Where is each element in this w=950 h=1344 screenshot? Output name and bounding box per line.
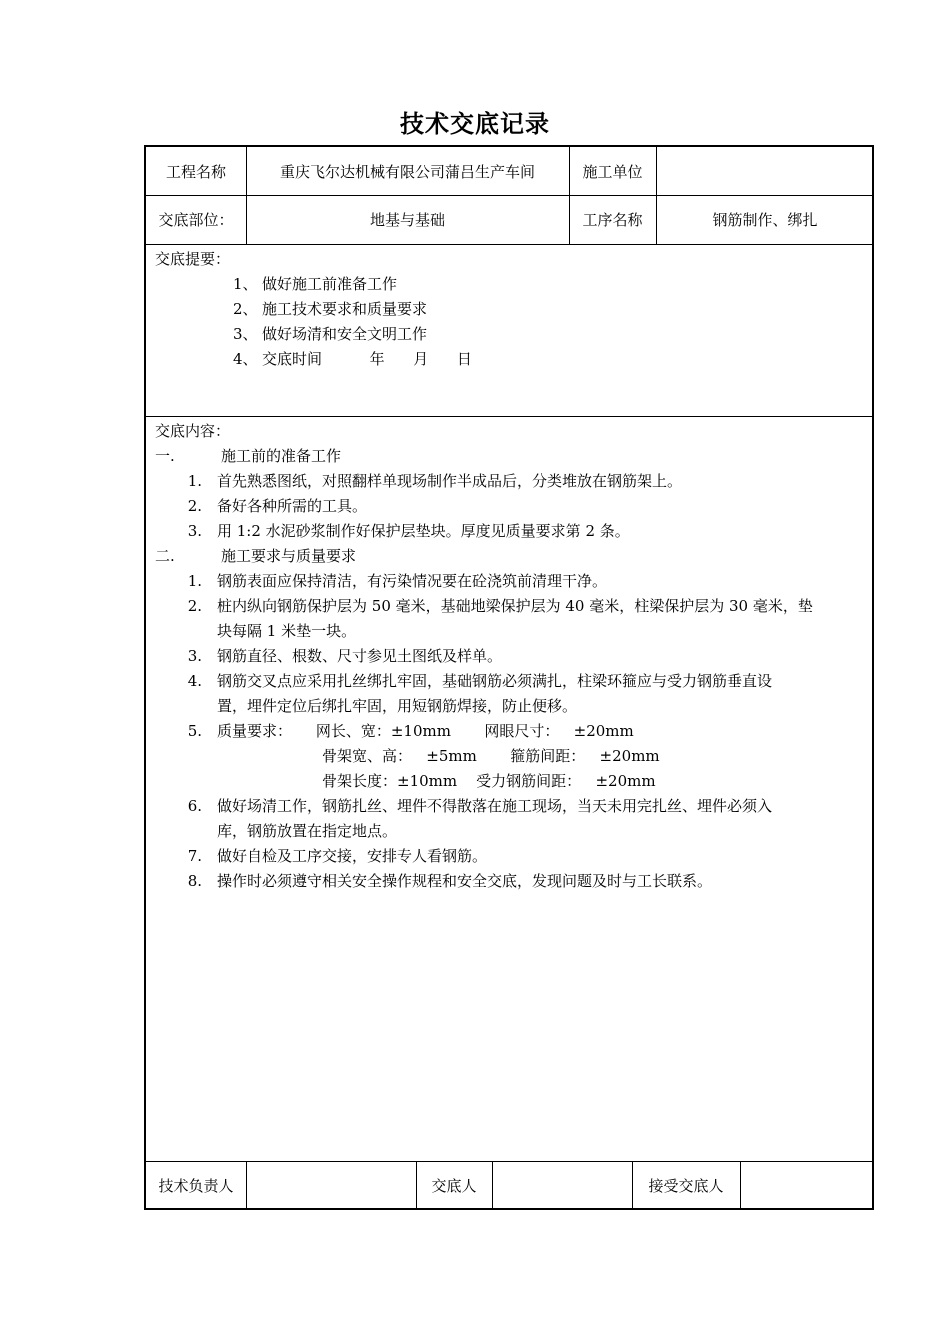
item-number: 6. (187, 797, 202, 815)
part-label: 交底部位： (158, 211, 234, 229)
item-text: 做好自检及工序交接，安排专人看钢筋。 (217, 847, 488, 865)
discloser-value (492, 1161, 632, 1210)
project-name-label: 工程名称 (165, 162, 226, 181)
tech-lead-value (246, 1161, 416, 1210)
item-text: 桩内纵向钢筋保护层为 50 毫米，基础地梁保护层为 40 毫米，柱梁保护层为 30 毫米，垫 (217, 597, 813, 615)
item-text: 做好场清工作，钢筋扎丝、埋件不得散落在施工现场，当天未用完扎丝、埋件必须入 (217, 797, 773, 815)
construction-unit-label: 施工单位 (582, 162, 643, 181)
tech-lead-label: 技术负责人 (158, 1177, 234, 1195)
item-number: 2. (187, 597, 202, 615)
item-text: 钢筋直径、根数、尺寸参见土图纸及样单。 (217, 647, 503, 665)
summary-item-text: 施工技术要求和质量要求 (262, 300, 428, 318)
part-value: 地基与基础 (369, 211, 445, 229)
project-name-value: 重庆飞尔达机械有限公司蒲吕生产车间 (279, 162, 535, 181)
process-label: 工序名称 (582, 211, 643, 229)
item-number: 8. (187, 872, 202, 890)
summary-item-num: 2、 (233, 300, 258, 318)
summary-label: 交底提要： (155, 250, 231, 268)
item-number: 1. (187, 472, 202, 490)
item-number: 5. (187, 722, 202, 740)
item-text-continued: 置，埋件定位后绑扎牢固，用短钢筋焊接，防止便移。 (217, 697, 578, 715)
summary-item-num: 3、 (233, 325, 258, 343)
content-label: 交底内容： (155, 422, 231, 440)
item-text: 钢筋交叉点应采用扎丝绑扎牢固，基础钢筋必须满扎，柱梁环箍应与受力钢筋垂直设 (217, 672, 773, 690)
item-text: 备好各种所需的工具。 (217, 497, 368, 515)
quality-requirement-line: 质量要求： 网长、宽：±10mm 网眼尺寸： ±20mm (217, 722, 634, 740)
section-number: 二. (155, 547, 175, 565)
disclosure-table (144, 145, 874, 1210)
summary-item-text: 做好场清和安全文明工作 (262, 325, 428, 343)
receiver-value (740, 1161, 874, 1210)
item-number: 3. (187, 647, 202, 665)
item-number: 4. (187, 672, 202, 690)
quality-requirement-line: 骨架长度：±10mm 受力钢筋间距： ±20mm (322, 772, 656, 790)
item-text-continued: 库，钢筋放置在指定地点。 (217, 822, 398, 840)
item-text-continued: 块每隔 1 米垫一块。 (217, 622, 357, 640)
item-text: 操作时必须遵守相关安全操作规程和安全交底，发现问题及时与工长联系。 (217, 872, 713, 890)
section-title: 施工前的准备工作 (221, 447, 342, 465)
item-number: 2. (187, 497, 202, 515)
quality-requirement-line: 骨架宽、高： ±5mm 箍筋间距： ±20mm (322, 747, 660, 765)
item-number: 7. (187, 847, 202, 865)
summary-item-num: 4、 (233, 350, 258, 368)
receiver-label: 接受交底人 (648, 1177, 724, 1195)
section-number: 一. (155, 447, 175, 465)
row-divider (146, 416, 872, 417)
construction-unit-value (656, 147, 874, 195)
row-divider (146, 244, 872, 245)
process-value: 钢筋制作、绑扎 (712, 211, 818, 229)
document-title: 技术交底记录 (400, 110, 550, 138)
item-number: 1. (187, 572, 202, 590)
summary-item-text: 交底时间 年 月 日 (262, 350, 472, 368)
item-text: 用 1:2 水泥砂浆制作好保护层垫块。厚度见质量要求第 2 条。 (217, 522, 630, 540)
item-text: 首先熟悉图纸，对照翻样单现场制作半成品后，分类堆放在钢筋架上。 (217, 472, 683, 490)
item-text: 钢筋表面应保持清洁，有污染情况要在砼浇筑前清理干净。 (217, 572, 608, 590)
discloser-label: 交底人 (431, 1177, 477, 1195)
summary-item-num: 1、 (233, 275, 258, 293)
item-number: 3. (187, 522, 202, 540)
summary-item-text: 做好施工前准备工作 (262, 275, 398, 293)
section-title: 施工要求与质量要求 (221, 547, 357, 565)
